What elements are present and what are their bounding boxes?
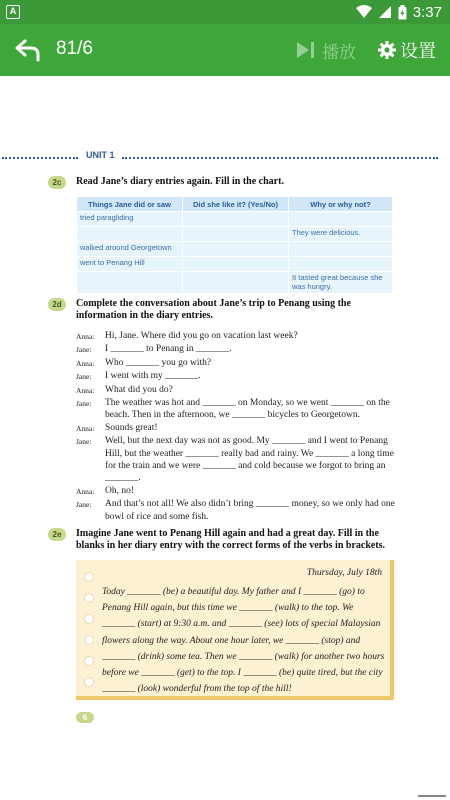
exercise-2e-instruction-line: blanks in her diary entry with the correct forms of the verbs in brackets. (76, 540, 386, 551)
table-cell[interactable] (183, 242, 289, 257)
unit-header (0, 150, 440, 162)
table-cell[interactable] (289, 242, 393, 257)
dialogue-line (76, 397, 396, 422)
speaker: Jane: (76, 345, 92, 355)
table-header: Why or why not? (289, 197, 393, 212)
table-cell[interactable] (77, 227, 183, 242)
binder-ring (84, 572, 94, 582)
dialogue-text: And that’s not all! We also didn’t bring _______ money, so we only had one bowl of rice and some fish. (105, 499, 395, 522)
table-cell[interactable] (289, 212, 393, 227)
app-notification-icon: A (6, 5, 20, 19)
exercise-2c-instruction: Read Jane’s diary entries again. Fill in the chart. (76, 176, 284, 187)
binder-ring (84, 677, 94, 687)
back-arrow-icon[interactable] (14, 36, 42, 64)
exercise-2e-instruction-line: Imagine Jane went to Penang Hill again and had a great day. Fill in the (76, 528, 379, 539)
speaker: Anna: (76, 385, 95, 395)
conversation (76, 330, 396, 523)
dialogue-text: Who _______ you go with? (105, 357, 212, 368)
table-cell[interactable] (77, 272, 183, 294)
scroll-handle[interactable] (418, 795, 446, 797)
dialogue-text: Sounds great! (105, 422, 158, 433)
divider (122, 157, 438, 159)
battery-icon (398, 5, 407, 20)
dialogue-line (76, 485, 396, 498)
speaker: Anna: (76, 423, 95, 433)
play-button[interactable] (296, 38, 356, 62)
table-cell[interactable]: walked around Georgetown (77, 242, 183, 257)
binder-ring (84, 593, 94, 603)
gear-icon (378, 41, 396, 59)
chart-table (76, 196, 393, 294)
speaker: Anna: (76, 486, 95, 496)
table-cell[interactable]: went to Penang Hill (77, 257, 183, 272)
dialogue-line (76, 343, 396, 356)
diary-text: Today _______ (be) a beautiful day. My father and I _______ (go) to Penang Hill again, but this time we _______ (walk) to the top. We _______ (start) at 9:30 a.m. and _______ (see) lots of special Malaysian flowers along the way. About one hour later, we _______ (stop) and _______ (drink) some tea. Then we _______ (walk) for another two hours before we _______ (get) to the top. I _______ (be) quite tired, but the city _______ (look) wonderful from the top of the hill! (102, 587, 385, 695)
binder-ring (84, 635, 94, 645)
textbook-page[interactable] (0, 76, 450, 800)
speaker: Jane: (76, 399, 92, 409)
dialogue-text: I went with my _______. (105, 371, 201, 382)
table-header: Things Jane did or saw (77, 197, 183, 212)
table-cell[interactable] (183, 212, 289, 227)
table-row (77, 272, 393, 294)
unit-label: UNIT 1 (86, 150, 115, 160)
speaker: Jane: (76, 372, 92, 382)
table-header: Did she like it? (Yes/No) (183, 197, 289, 212)
dialogue-text: Well, but the next day was not as good. My _______ and I went to Penang Hill, but the weather _______ really bad and rainy. We _______ a long time for the train and we were _______ and cold because we forgot to bring an _______. (105, 436, 394, 484)
binder-ring (84, 656, 94, 666)
exercise-badge-2d: 2d (48, 298, 66, 311)
play-label: 播放 (322, 42, 356, 62)
dialogue-line (76, 422, 396, 435)
app-bar (0, 24, 450, 76)
dialogue-line (76, 384, 396, 397)
table-cell[interactable] (183, 227, 289, 242)
play-icon (296, 41, 318, 59)
dialogue-line (76, 435, 396, 485)
table-cell[interactable] (183, 257, 289, 272)
table-header-row (77, 197, 393, 212)
clock: 3:37 (412, 3, 442, 21)
binder-ring (84, 614, 94, 624)
diary-date: Thursday, July 18th (306, 568, 382, 578)
speaker: Anna: (76, 358, 95, 368)
dialogue-text: Oh, no! (105, 485, 135, 496)
status-bar (0, 0, 450, 24)
dialogue-line (76, 498, 396, 523)
dialogue-line (76, 330, 396, 343)
exercise-2d-instruction-line: information in the diary entries. (76, 310, 213, 321)
dialogue-line (76, 357, 396, 370)
speaker: Anna: (76, 332, 95, 341)
page-number: 6 (76, 712, 94, 723)
exercise-badge-2e: 2e (48, 528, 66, 541)
table-cell[interactable]: It tasted great because she was hungry. (289, 272, 393, 294)
settings-label: 设置 (400, 41, 436, 61)
dialogue-line (76, 370, 396, 383)
table-row (77, 257, 393, 272)
divider (2, 157, 78, 159)
table-cell[interactable] (183, 272, 289, 294)
page-counter: 81/6 (56, 38, 93, 59)
exercise-badge-2c: 2c (48, 176, 66, 189)
signal-icon (378, 5, 392, 19)
table-row (77, 212, 393, 227)
dialogue-text: The weather was hot and _______ on Monday, so we went _______ on the beach. Then in the afternoon, we _______ bicycles to Georgetown. (105, 398, 390, 421)
dialogue-text: Hi, Jane. Where did you go on vacation last week? (105, 331, 298, 341)
speaker: Jane: (76, 500, 92, 510)
table-cell[interactable]: tried paragliding (77, 212, 183, 227)
table-cell[interactable] (289, 257, 393, 272)
settings-button[interactable] (378, 37, 436, 63)
dialogue-text: I _______ to Penang in _______. (105, 344, 232, 355)
dialogue-text: What did you do? (105, 384, 173, 395)
diary-entry-box (76, 560, 394, 700)
table-cell[interactable]: They were delicious. (289, 227, 393, 242)
status-icons (356, 2, 442, 22)
exercise-2d-instruction-line: Complete the conversation about Jane’s trip to Penang using the (76, 298, 351, 309)
speaker: Jane: (76, 437, 92, 447)
table-row (77, 242, 393, 257)
table-row (77, 227, 393, 242)
wifi-icon (356, 5, 372, 19)
